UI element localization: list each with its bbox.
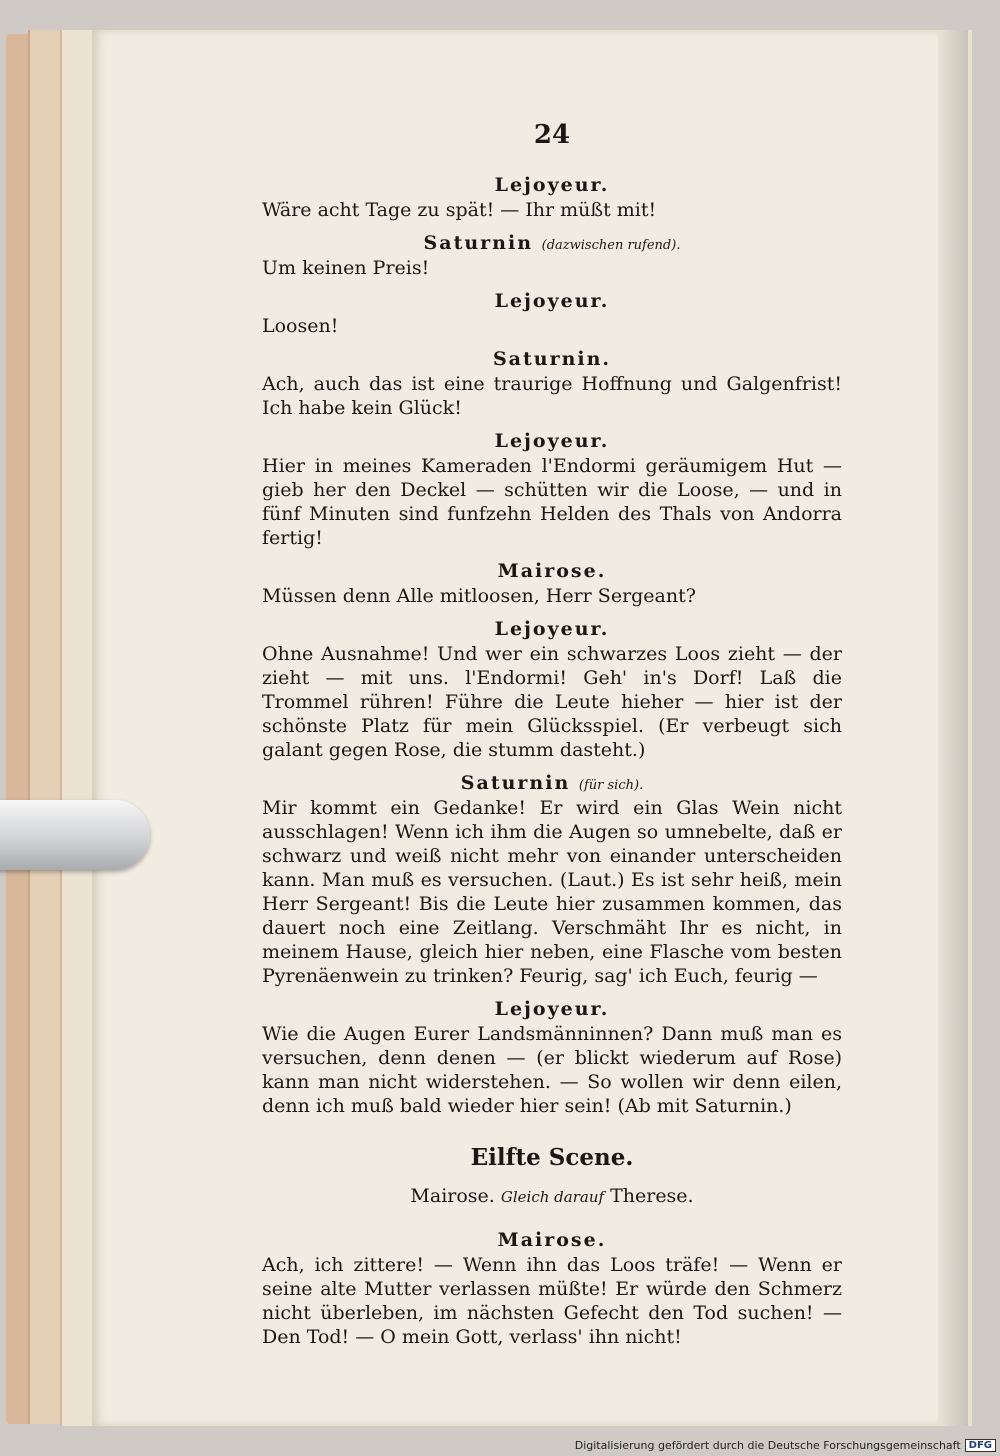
footer-text: Digitalisierung gefördert durch die Deutsche Forschungsgemeinschaft bbox=[574, 1439, 961, 1452]
speech-text: Loosen! bbox=[262, 315, 339, 337]
speaker-label: Lejoyeur. bbox=[494, 290, 610, 312]
speech-text: Wie die Augen Eurer Landsmänninnen? Dann muß man es versuchen, denn denen — (er blickt wiederum auf Rose) kann man nicht widerstehen. — So wollen wir denn eilen, denn ich muß bald wieder hier sein! (Ab mit Saturnin.) bbox=[262, 1023, 842, 1117]
scene-person: Mairose. bbox=[410, 1185, 495, 1207]
speaker-name bbox=[262, 348, 842, 370]
page-clip bbox=[0, 800, 150, 870]
scene-title: Eilfte Scene. bbox=[470, 1144, 634, 1171]
speaker-name bbox=[262, 1229, 842, 1251]
speaker-name bbox=[262, 618, 842, 640]
speaker-name bbox=[262, 560, 842, 582]
speaker-label: Lejoyeur. bbox=[494, 174, 610, 196]
speaker-label: Lejoyeur. bbox=[494, 430, 610, 452]
footer bbox=[575, 1439, 996, 1452]
speaker-label: Lejoyeur. bbox=[494, 998, 610, 1020]
speaker-name bbox=[262, 290, 842, 312]
speech-text: Müssen denn Alle mitloosen, Herr Sergeant? bbox=[262, 585, 696, 607]
text-blocks bbox=[262, 174, 842, 1349]
speech-text: Ohne Ausnahme! Und wer ein schwarzes Loos zieht — der zieht — mit uns. l'Endormi! Geh' in's Dorf! Laß die Trommel rühren! Führe die Leute hieher — hier ist der schönste Platz für mein Glücksspiel. (Er verbeugt sich galant gegen Rose, die stumm dasteht.) bbox=[262, 643, 842, 761]
speaker-label: Mairose. bbox=[497, 560, 607, 582]
scene-person: Therese. bbox=[610, 1185, 694, 1207]
speech-text: Hier in meines Kameraden l'Endormi geräumigem Hut — gieb her den Deckel — schütten wir die Loose, — und in fünf Minuten sind funfzehn Helden des Thals von Andorra fertig! bbox=[262, 455, 842, 549]
speaker-name bbox=[262, 772, 842, 794]
page-number: 24 bbox=[533, 120, 571, 150]
stage-direction: (für sich). bbox=[578, 778, 644, 793]
speech-text: Ach, ich zittere! — Wenn ihn das Loos träfe! — Wenn er seine alte Mutter verlassen müßte! Er würde den Schmerz nicht überleben, im nächsten Gefecht den Tod suchen! — Den Tod! — O mein Gott, verlass' ihn nicht! bbox=[262, 1254, 842, 1348]
speaker-label: Saturnin. bbox=[492, 348, 612, 370]
page-content bbox=[262, 120, 842, 1349]
speech-text: Wäre acht Tage zu spät! — Ihr müßt mit! bbox=[262, 199, 657, 221]
speaker-label: Saturnin bbox=[423, 232, 534, 254]
dfg-logo-icon: DFG bbox=[965, 1439, 996, 1452]
speaker-name bbox=[262, 174, 842, 196]
speaker-name bbox=[262, 998, 842, 1020]
speaker-label: Lejoyeur. bbox=[494, 618, 610, 640]
speaker-label: Mairose. bbox=[497, 1229, 607, 1251]
stage-direction: Gleich darauf bbox=[500, 1188, 605, 1206]
speaker-label: Saturnin bbox=[460, 772, 571, 794]
speaker-name bbox=[262, 232, 842, 254]
speech-text: Um keinen Preis! bbox=[262, 257, 430, 279]
speech-text: Ach, auch das ist eine traurige Hoffnung und Galgenfrist! Ich habe kein Glück! bbox=[262, 373, 842, 419]
page-gutter-shadow bbox=[938, 30, 968, 1426]
stage-direction: (dazwischen rufend). bbox=[541, 238, 681, 253]
scene-persons bbox=[262, 1185, 842, 1207]
speaker-name bbox=[262, 430, 842, 452]
speech-text: Mir kommt ein Gedanke! Er wird ein Glas Wein nicht ausschlagen! Wenn ich ihm die Augen so umnebelte, daß er schwarz und weiß nicht mehr von einander unterscheiden kann. Man muß es versuchen. (Laut.) Es ist sehr heiß, mein Herr Sergeant! Bis die Leute hier zusammen kommen, das dauert noch eine Zeitlang. Verschmäht Ihr es nicht, in meinem Hause, gleich hier neben, eine Flasche vom besten Pyrenäenwein zu trinken? Feurig, sag' ich Euch, feurig — bbox=[262, 797, 842, 987]
